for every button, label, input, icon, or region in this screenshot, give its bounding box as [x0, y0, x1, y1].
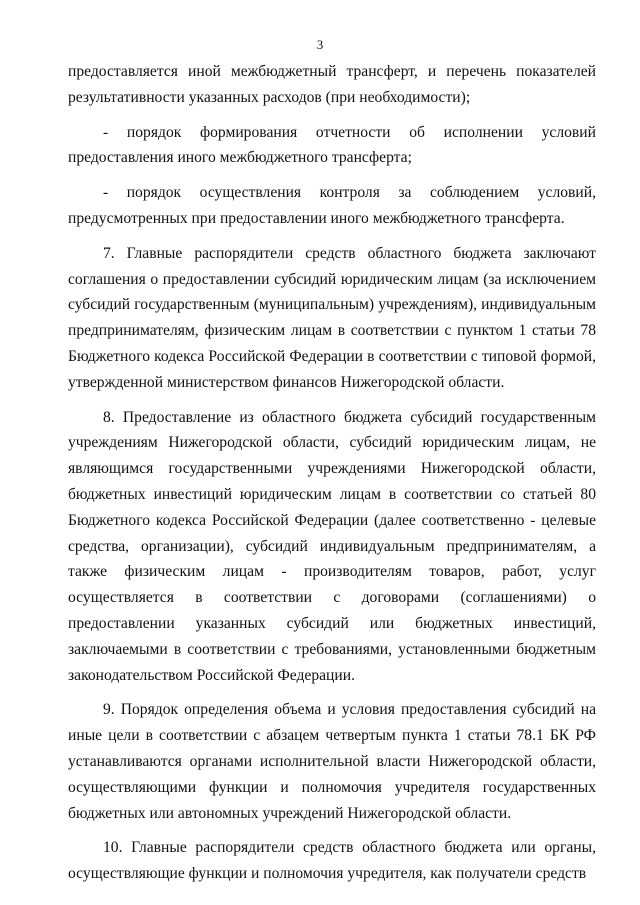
list-item-reporting: - порядок формирования отчетности об исполнении условий предоставления иного межбюджетного трансферта; — [68, 123, 596, 167]
page-number: 3 — [316, 37, 324, 52]
paragraph-10: 10. Главные распорядители средств областного бюджета или органы, осуществляющие функции и полномочия учредителя, как получатели средств — [68, 839, 596, 883]
paragraph-7: 7. Главные распорядители средств областного бюджета заключают соглашения о предоставлении субсидий юридическим лицам (за исключением субсидий государственным (муниципальным) учреждениям), индивидуальным предпринимателям, физическим лицам в соответствии с пунктом 1 статьи 78 Бюджетного кодекса Российской Федерации в соответствии с типовой формой, утвержденной министерством финансов Нижегородской области. — [68, 244, 596, 391]
list-item-control: - порядок осуществления контроля за соблюдением условий, предусмотренных при предоставлении иного межбюджетного трансферта. — [68, 184, 596, 227]
paragraph-8: 8. Предоставление из областного бюджета субсидий государственным учреждениям Нижегородской области, субсидий юридическим лицам, не являющимся государственными учреждениями Нижегородской области, бюджетных инвестиций юридическим лицам в соответствии со статьей 80 Бюджетного кодекса Российской Федерации (далее соответственно - целевые средства, организации), субсидий индивидуальным предпринимателям, а также физическим лицам - производителям товаров, работ, услуг осуществляется в соответствии с договорами (соглашениями) о предоставлении указанных субсидий или бюджетных инвестиций, заключаемыми в соответствии с требованиями, установленными бюджетным законодательством Российской Федерации. — [68, 408, 596, 684]
document-body — [68, 59, 596, 887]
paragraph-9: 9. Порядок определения объема и условия предоставления субсидий на иные цели в соответствии с абзацем четвертым пункта 1 статьи 78.1 БК РФ устанавливаются органами исполнительной власти Нижегородской области, осуществляющими функции и полномочия учредителя государственных бюджетных или автономных учреждений Нижегородской области. — [68, 701, 596, 822]
paragraph-continuation: предоставляется иной межбюджетный трансферт, и перечень показателей результативности указанных расходов (при необходимости); — [68, 63, 596, 106]
